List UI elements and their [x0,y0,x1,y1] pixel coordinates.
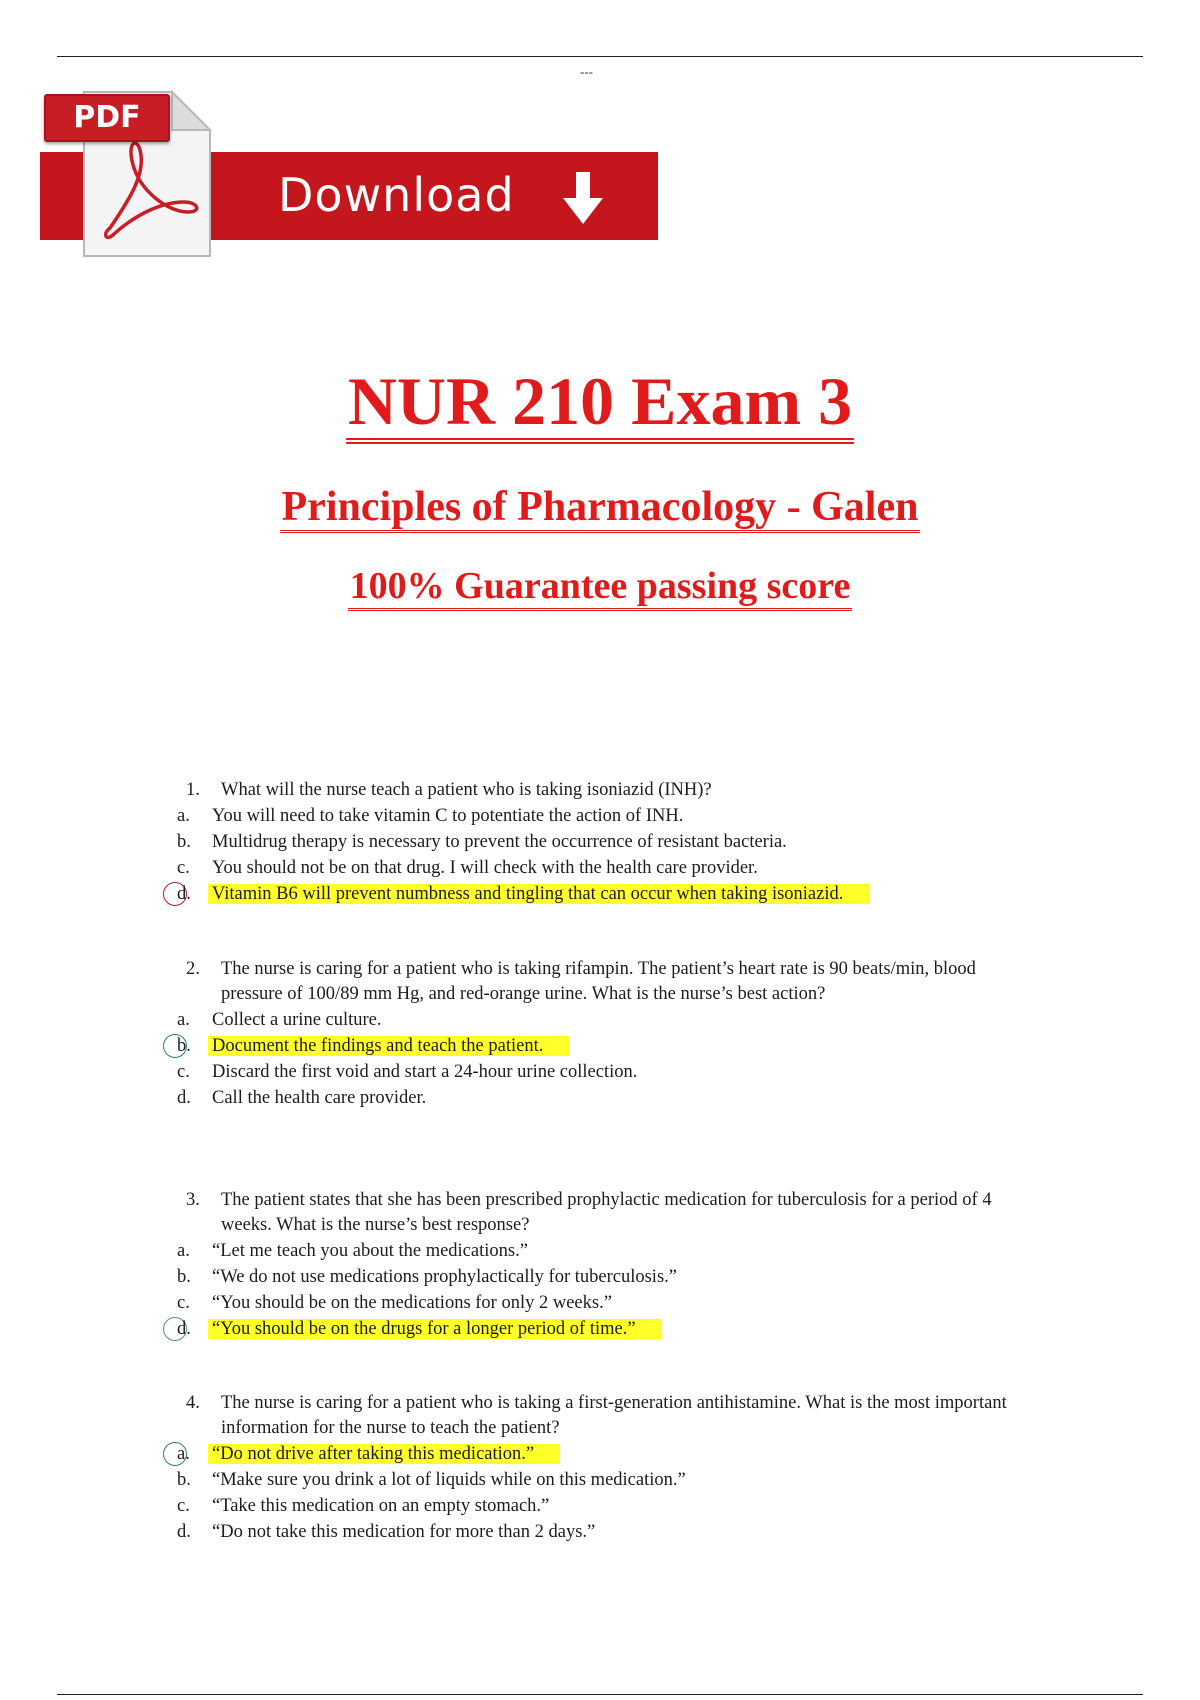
document-tagline: 100% Guarantee passing score [0,564,1200,611]
document-title: NUR 210 Exam 3 [0,362,1200,444]
pdf-badge [44,94,170,142]
option-d: d. “Do not take this medication for more than 2 days.” [177,1522,596,1542]
bottom-rule [57,1694,1143,1695]
option-c: c. Discard the first void and start a 24-hour urine collection. [177,1062,638,1082]
option-d-correct: d. “You should be on the drugs for a longer period of time.” [0,1316,1200,1342]
question-stem [0,1188,1021,1238]
option-b-correct: b. Document the findings and teach the patient. [0,1033,1200,1059]
question-text: The patient states that she has been prescribed prophylactic medication for tuberculosis for a period of 4 weeks. What is the nurse’s best response? [221,1190,992,1235]
question-text: The nurse is caring for a patient who is taking rifampin. The patient’s heart rate is 90 beats/min, blood pressure of 100/89 mm Hg, and red-orange urine. What is the nurse’s best action? [221,959,976,1004]
option-b: b. “We do not use medications prophylactically for tuberculosis.” [177,1267,677,1287]
question-3 [0,1188,1200,1342]
question-number: 3. [186,1190,200,1210]
header-mark: --- [580,64,593,79]
question-1 [0,778,1200,907]
option-d-correct: d. Vitamin B6 will prevent numbness and tingling that can occur when taking isoniazid. [0,881,1200,907]
pdf-badge-label: PDF [73,100,141,135]
question-text: What will the nurse teach a patient who is taking isoniazid (INH)? [221,780,712,800]
question-text: The nurse is caring for a patient who is taking a first-generation antihistamine. What is the most important information for the nurse to teach the patient? [221,1393,1007,1438]
question-stem [0,1391,1021,1441]
download-button-label[interactable]: Download [278,168,515,222]
answer-highlight: “Do not drive after taking this medication.” [208,1444,560,1464]
answer-highlight: “You should be on the drugs for a longer period of time.” [208,1319,662,1339]
top-rule [57,56,1143,57]
option-d: d. Call the health care provider. [177,1088,427,1108]
option-c: c. “Take this medication on an empty stomach.” [177,1496,550,1516]
question-stem [0,957,1021,1007]
option-c: c. “You should be on the medications for only 2 weeks.” [177,1293,612,1313]
question-number: 2. [186,959,200,979]
option-b: b. “Make sure you drink a lot of liquids while on this medication.” [177,1470,686,1490]
download-arrow-icon[interactable] [560,168,606,228]
option-a-correct: a. “Do not drive after taking this medication.” [0,1441,1200,1467]
answer-highlight: Vitamin B6 will prevent numbness and tingling that can occur when taking isoniazid. [208,884,869,904]
question-stem [0,778,1021,803]
question-2 [0,957,1200,1111]
option-c: c. You should not be on that drug. I will check with the health care provider. [177,858,758,878]
option-b: b. Multidrug therapy is necessary to prevent the occurrence of resistant bacteria. [177,832,787,852]
answer-highlight: Document the findings and teach the patient. [208,1036,569,1056]
question-number: 1. [186,780,200,800]
question-number: 4. [186,1393,200,1413]
document-subtitle: Principles of Pharmacology - Galen [0,483,1200,533]
option-a: a. Collect a urine culture. [177,1010,382,1030]
question-4 [0,1391,1200,1545]
option-a: a. You will need to take vitamin C to potentiate the action of INH. [177,806,684,826]
option-a: a. “Let me teach you about the medications.” [177,1241,528,1261]
